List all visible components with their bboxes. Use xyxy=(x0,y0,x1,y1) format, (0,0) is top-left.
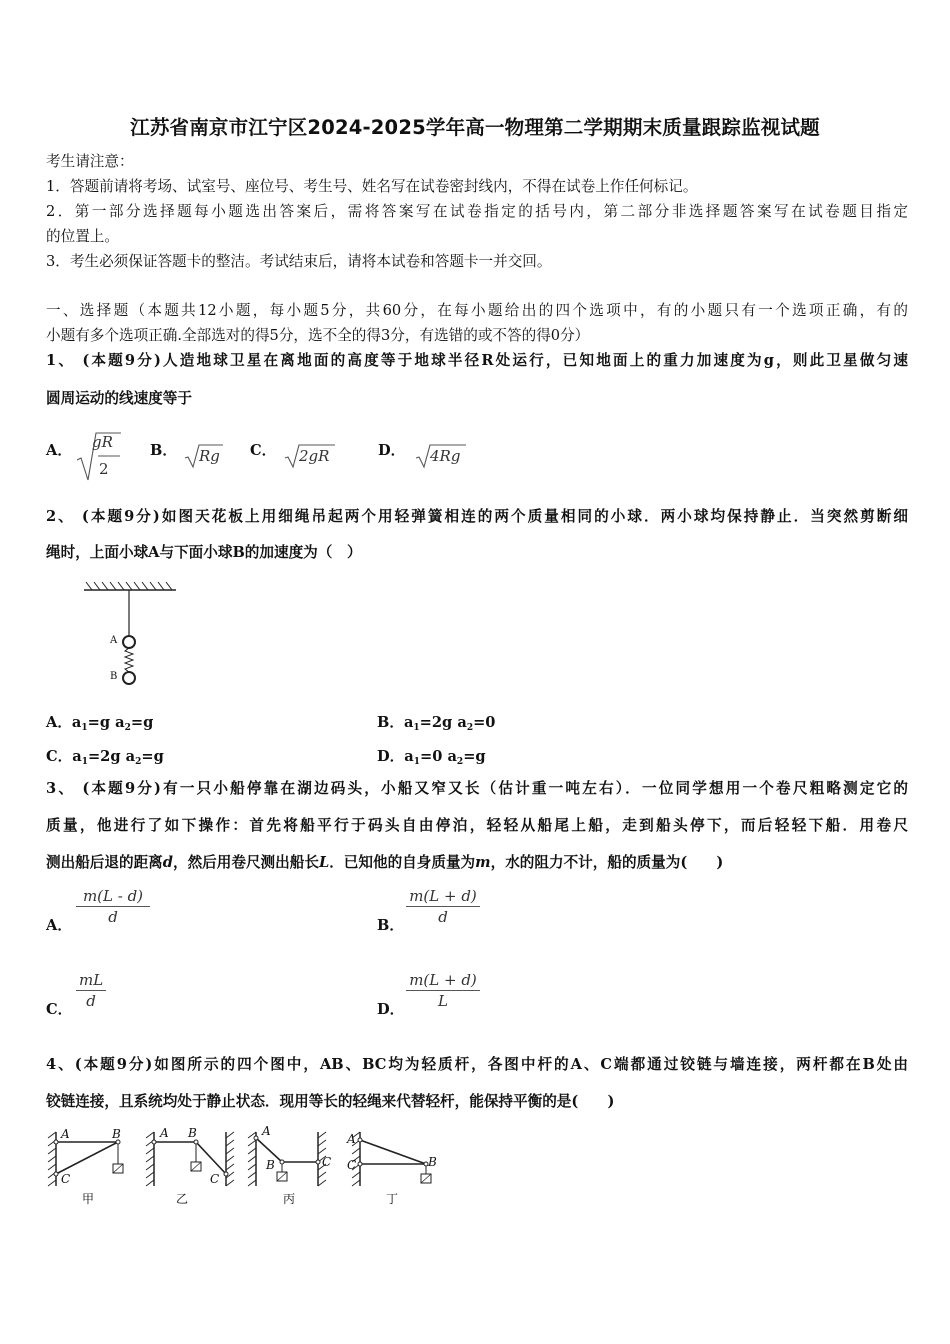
text-run: ．已知他的自身质量为 xyxy=(329,854,476,871)
figure-caption: 甲 xyxy=(82,1192,95,1206)
option-label: D． xyxy=(377,748,405,765)
point-label: C xyxy=(61,1172,71,1186)
acc-subscript: 2 xyxy=(456,757,464,767)
point-label: A xyxy=(262,1124,271,1138)
figure-jia xyxy=(46,1128,136,1188)
figure-caption: 丙 xyxy=(283,1192,296,1206)
acc-symbol: a xyxy=(125,748,136,765)
question-2-text: 2、 (本题9分)如图天花板上用细绳吊起两个用轻弹簧相连的两个质量相同的小球．两小球均保持静止．当突然剪断细 xyxy=(46,508,908,525)
fraction-numerator: m(L + d) xyxy=(406,886,480,907)
acc-subscript: 2 xyxy=(135,757,142,767)
acc-symbol: a xyxy=(115,714,125,731)
option-label: C． xyxy=(46,748,73,765)
option-b-fraction xyxy=(406,886,480,927)
figure-caption: 乙 xyxy=(176,1192,189,1206)
fraction-numerator: m(L - d) xyxy=(76,886,150,907)
option-c xyxy=(46,745,164,766)
acc-value: =2g xyxy=(87,748,126,765)
acc-value: =g xyxy=(130,714,154,731)
option-a xyxy=(46,711,153,732)
option-label: B． xyxy=(377,714,404,731)
option-c-label: C． xyxy=(250,442,277,459)
acc-value: =2g xyxy=(419,714,458,731)
point-label: A xyxy=(160,1126,169,1140)
option-d-label: D． xyxy=(378,442,406,459)
acc-subscript: 2 xyxy=(466,723,474,733)
text-run: 测出船后退的距离 xyxy=(46,854,163,871)
acc-symbol: a xyxy=(447,748,457,765)
option-a-numerator: gR xyxy=(92,433,113,451)
option-d-expression: 4Rg xyxy=(430,447,461,465)
figure-caption: 丁 xyxy=(386,1192,399,1206)
notice-item: 2．第一部分选择题每小题选出答案后，需将答案写在试卷指定的括号内，第二部分非选择题答案写在试卷题目指定 xyxy=(46,203,908,220)
point-label: B xyxy=(266,1158,275,1172)
question-4-text-cont: 铰链连接，且系统均处于静止状态．现用等长的轻绳来代替轻杆，能保持平衡的是( ) xyxy=(46,1093,615,1110)
acc-symbol: a xyxy=(71,714,82,731)
option-d-label: D． xyxy=(377,1001,405,1018)
point-label: C xyxy=(322,1155,332,1169)
point-label: B xyxy=(428,1155,437,1169)
option-a-fraction xyxy=(76,886,150,927)
acc-subscript: 2 xyxy=(124,723,131,733)
notice-item: 1．答题前请将考场、试室号、座位号、考生号、姓名写在试卷密封线内，不得在试卷上作任何标记。 xyxy=(46,178,698,195)
acc-subscript: 1 xyxy=(81,757,88,767)
acc-value: =g xyxy=(141,748,164,765)
option-c-label: C． xyxy=(46,1001,73,1018)
point-label: A xyxy=(347,1132,356,1146)
var-l: L xyxy=(318,854,330,871)
option-a-label: A． xyxy=(46,917,72,934)
option-b-label: B． xyxy=(150,442,177,459)
option-c-expression: 2gR xyxy=(299,447,330,465)
option-c-fraction xyxy=(76,970,106,1011)
point-label: C xyxy=(210,1172,220,1186)
notice-item: 3．考生必须保证答题卡的整洁。考试结束后，请将本试卷和答题卡一并交回。 xyxy=(46,253,552,270)
notice-item: 的位置上。 xyxy=(46,228,119,245)
point-label: C xyxy=(347,1158,357,1172)
option-label: A． xyxy=(46,714,72,731)
var-d: d xyxy=(162,854,173,871)
acc-subscript: 1 xyxy=(413,757,420,767)
fraction-numerator: m(L + d) xyxy=(406,970,480,991)
question-1-text-cont: 圆周运动的线速度等于 xyxy=(46,390,192,407)
page-title: 江苏省南京市江宁区2024-2025学年高一物理第二学期期末质量跟踪监视试题 xyxy=(130,116,820,139)
question-4-text: 4、(本题9分)如图所示的四个图中，AB、BC均为轻质杆，各图中杆的A、C端都通过铰链与墙连接，两杆都在B处由 xyxy=(46,1056,908,1073)
ball-b-label: B xyxy=(110,671,118,682)
acc-value: =g xyxy=(463,748,486,765)
fraction-denominator: d xyxy=(86,992,96,1010)
option-b-expression: Rg xyxy=(199,447,220,465)
ball-a-label: A xyxy=(110,635,118,646)
var-m: m xyxy=(475,854,491,871)
acc-symbol: a xyxy=(72,748,82,765)
acc-subscript: 1 xyxy=(413,723,420,733)
acc-symbol: a xyxy=(457,714,467,731)
option-b-label: B． xyxy=(377,917,404,934)
question-3-text: 3、 (本题9分)有一只小船停靠在湖边码头，小船又窄又长（估计重一吨左右）．一位同学想用一个卷尺粗略测定它的 xyxy=(46,780,908,797)
fraction-denominator: L xyxy=(438,992,448,1010)
point-label: B xyxy=(188,1126,197,1140)
option-d xyxy=(377,745,486,766)
option-a-label: A． xyxy=(46,442,72,459)
section-heading: 一、选择题（本题共12小题，每小题5分，共60分，在每小题给出的四个选项中，有的小题只有一个选项正确，有的 xyxy=(46,302,908,319)
acc-symbol: a xyxy=(403,714,414,731)
spring-balls-figure xyxy=(80,580,180,690)
fraction-denominator: d xyxy=(438,908,448,926)
acc-symbol: a xyxy=(404,748,414,765)
option-a-denominator: 2 xyxy=(99,460,109,478)
acc-value: =0 xyxy=(419,748,448,765)
point-label: B xyxy=(112,1127,121,1141)
fraction-denominator: d xyxy=(108,908,118,926)
text-run: ，水的阻力不计，船的质量为( ) xyxy=(490,854,724,871)
text-run: ，然后用卷尺测出船长 xyxy=(172,854,319,871)
option-b xyxy=(377,711,495,732)
question-3-text-cont: 质量，他进行了如下操作：首先将船平行于码头自由停泊，轻轻从船尾上船，走到船头停下，而后轻轻下船．用卷尺 xyxy=(46,817,908,834)
question-2-text-cont: 绳时，上面小球A与下面小球B的加速度为（ ） xyxy=(46,544,362,561)
question-3-text-cont xyxy=(46,853,908,873)
fraction-numerator: mL xyxy=(76,970,106,991)
option-d-fraction xyxy=(406,970,480,1011)
point-label: A xyxy=(61,1127,70,1141)
section-heading-cont: 小题有多个选项正确.全部选对的得5分，选不全的得3分，有选错的或不答的得0分） xyxy=(46,327,590,344)
acc-subscript: 1 xyxy=(81,723,88,733)
notice-heading: 考生请注意： xyxy=(46,153,134,170)
acc-value: =0 xyxy=(473,714,496,731)
question-1-text: 1、 (本题9分)人造地球卫星在离地面的高度等于地球半径R处运行，已知地面上的重力加速度为g，则此卫星做匀速 xyxy=(46,352,908,369)
acc-value: =g xyxy=(87,714,116,731)
